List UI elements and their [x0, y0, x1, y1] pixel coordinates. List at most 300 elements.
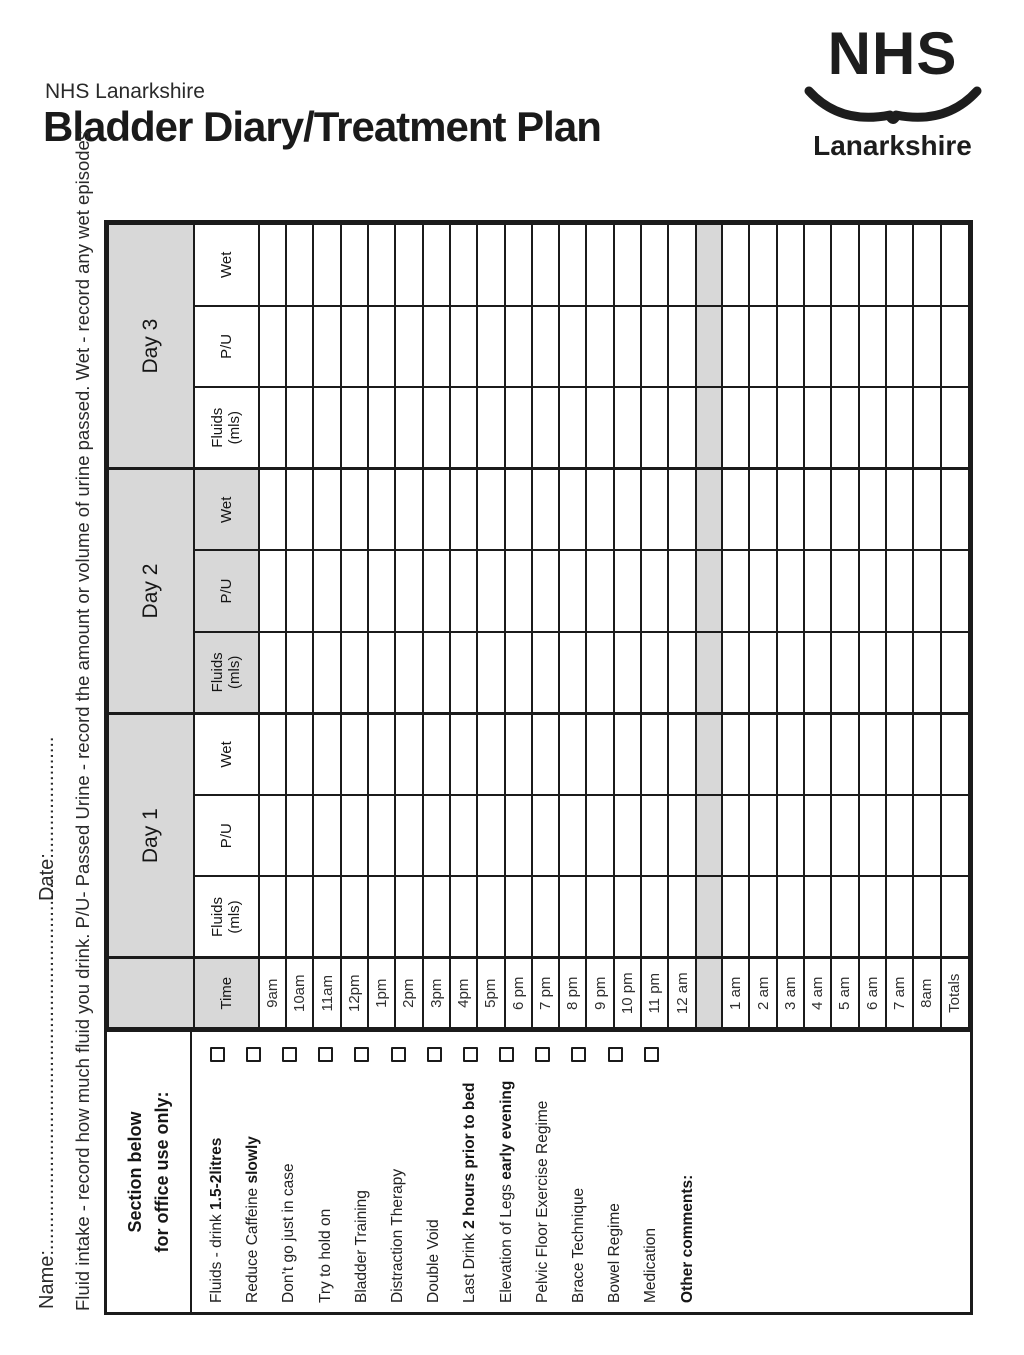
diary-cell: [859, 713, 886, 795]
diary-cell: [477, 224, 504, 306]
diary-cell: [641, 469, 668, 551]
diary-cell: [886, 713, 913, 795]
diary-cell: [859, 876, 886, 958]
diary-cell: [641, 387, 668, 469]
treatment-item-dont-go: [271, 1032, 307, 1312]
diary-cell: [859, 224, 886, 306]
page-title: Bladder Diary/Treatment Plan: [43, 103, 601, 150]
diary-cell: [395, 632, 422, 714]
day2-header: Day 2: [108, 469, 194, 714]
time-row-6am: 6 am: [859, 224, 886, 1028]
diary-cell: [286, 224, 313, 306]
day1-wet-header: Wet: [194, 713, 259, 795]
diary-cell: [368, 713, 395, 795]
diary-cell: [505, 469, 532, 551]
separator-cell: [696, 713, 722, 795]
diary-cell: [450, 713, 477, 795]
diary-cell: [532, 550, 559, 632]
diary-cell: [286, 306, 313, 388]
date-field[interactable]: Date:.....................: [36, 736, 58, 901]
diary-cell: [313, 306, 340, 388]
diary-cell: [749, 876, 776, 958]
checkbox-icon[interactable]: [535, 1047, 550, 1062]
diary-cell: [532, 876, 559, 958]
diary-cell: [886, 224, 913, 306]
day2-wet-header: Wet: [194, 469, 259, 551]
day3-fluids-header: Fluids (mls): [194, 387, 259, 469]
diary-cell: [913, 795, 940, 877]
diary-cell: [450, 876, 477, 958]
diary-cell: [259, 795, 286, 877]
diary-cell: [532, 469, 559, 551]
diary-cell: [941, 632, 969, 714]
diary-cell: [368, 387, 395, 469]
diary-cell: [477, 306, 504, 388]
checkbox-icon[interactable]: [427, 1047, 442, 1062]
diary-cell: [668, 306, 695, 388]
time-row-11pm: 11 pm: [641, 224, 668, 1028]
diary-cell: [341, 713, 368, 795]
diary-cell: [777, 224, 804, 306]
diary-cell: [368, 306, 395, 388]
day-header-row: [108, 224, 194, 1028]
diary-cell: [532, 632, 559, 714]
diary-cell: [559, 306, 586, 388]
checkbox-icon[interactable]: [246, 1047, 261, 1062]
diary-cell: [886, 550, 913, 632]
time-row-1am: 1 am: [722, 224, 749, 1028]
diary-cell: [668, 795, 695, 877]
diary-cell: [941, 224, 969, 306]
diary-cell: [804, 550, 831, 632]
office-header-line1: Section below: [125, 1111, 146, 1233]
diary-cell: [859, 795, 886, 877]
diary-cell: [614, 306, 641, 388]
time-row-3pm: 3pm: [423, 224, 450, 1028]
diary-cell: [614, 876, 641, 958]
diary-cell: [749, 469, 776, 551]
diary-cell: [749, 632, 776, 714]
treatment-item-distraction: [380, 1032, 416, 1312]
diary-cell: [313, 550, 340, 632]
time-row-2am: 2 am: [749, 224, 776, 1028]
diary-cell: [395, 306, 422, 388]
diary-cell: [586, 306, 613, 388]
diary-cell: [941, 876, 969, 958]
diary-cell: [777, 795, 804, 877]
diary-cell: [614, 550, 641, 632]
diary-cell: [368, 469, 395, 551]
diary-cell: [395, 387, 422, 469]
diary-cell: [450, 632, 477, 714]
diary-cell: [341, 306, 368, 388]
diary-cell: [259, 632, 286, 714]
diary-cell: [259, 387, 286, 469]
diary-cell: [259, 713, 286, 795]
diary-cell: [532, 713, 559, 795]
checkbox-icon[interactable]: [391, 1047, 406, 1062]
diary-cell: [259, 469, 286, 551]
diary-cell: [423, 387, 450, 469]
diary-cell: [559, 795, 586, 877]
separator-cell: [696, 876, 722, 958]
item-label: Don’t go just in case: [280, 1163, 298, 1303]
diary-cell: [477, 550, 504, 632]
diary-cell: [831, 713, 858, 795]
item-label: Try to hold on: [316, 1208, 334, 1303]
treatment-item-caffeine: [235, 1032, 271, 1312]
diary-cell: [831, 550, 858, 632]
diary-cell: [586, 387, 613, 469]
diary-cell: [586, 632, 613, 714]
day3-wet-header: Wet: [194, 224, 259, 306]
diary-cell: [450, 469, 477, 551]
diary-cell: [313, 387, 340, 469]
diary-cell: [749, 224, 776, 306]
treatment-item-fluids: [199, 1032, 235, 1312]
diary-cell: [749, 795, 776, 877]
checkbox-icon[interactable]: [318, 1047, 333, 1062]
diary-cell: [586, 469, 613, 551]
diary-cell: [804, 876, 831, 958]
treatment-item-double-void: [416, 1032, 452, 1312]
diary-cell: [777, 387, 804, 469]
time-column-header: Time: [194, 958, 259, 1028]
day1-fluids-header: Fluids (mls): [194, 876, 259, 958]
diary-cell: [777, 306, 804, 388]
bladder-diary-table: [107, 223, 970, 1029]
office-use-panel: [107, 1029, 970, 1312]
checkbox-icon[interactable]: [499, 1047, 514, 1062]
time-row-9am: 9am: [259, 224, 286, 1028]
treatment-item-last-drink: [452, 1032, 488, 1312]
diary-cell: [941, 795, 969, 877]
diary-cell: [586, 713, 613, 795]
diary-cell: [886, 876, 913, 958]
separator-cell: [696, 550, 722, 632]
diary-cell: [559, 387, 586, 469]
diary-cell: [423, 224, 450, 306]
diary-cell: [259, 224, 286, 306]
diary-cell: [559, 876, 586, 958]
diary-cell: [831, 795, 858, 877]
checkbox-icon[interactable]: [463, 1047, 478, 1062]
diary-cell: [722, 632, 749, 714]
diary-cell: [722, 224, 749, 306]
diary-cell: [341, 469, 368, 551]
diary-cell: [886, 632, 913, 714]
day2-fluids-header: Fluids (mls): [194, 632, 259, 714]
checkbox-icon[interactable]: [644, 1047, 659, 1062]
diary-cell: [668, 713, 695, 795]
diary-cell: [341, 632, 368, 714]
diary-cell: [913, 632, 940, 714]
diary-cell: [886, 469, 913, 551]
checkbox-icon[interactable]: [354, 1047, 369, 1062]
treatment-item-brace: [561, 1032, 597, 1312]
diary-cell: [505, 550, 532, 632]
diary-cell: [532, 224, 559, 306]
diary-cell: [722, 876, 749, 958]
time-row-4am: 4 am: [804, 224, 831, 1028]
diary-cell: [559, 632, 586, 714]
diary-cell: [886, 387, 913, 469]
diary-cell: [668, 387, 695, 469]
diary-cell: [804, 387, 831, 469]
diary-cell: [286, 469, 313, 551]
item-label: Distraction Therapy: [389, 1168, 407, 1303]
diary-cell: [505, 795, 532, 877]
diary-cell: [913, 713, 940, 795]
time-row-7pm: 7 pm: [532, 224, 559, 1028]
nhs-swoosh-icon: [804, 86, 982, 130]
item-label: Last Drink 2 hours prior to bed: [461, 1082, 479, 1303]
diary-cell: [804, 632, 831, 714]
diary-cell: [749, 306, 776, 388]
diary-cell: [777, 876, 804, 958]
name-date-line: [36, 736, 59, 1309]
diary-cell: [614, 224, 641, 306]
diary-cell: [614, 469, 641, 551]
diary-cell: [395, 224, 422, 306]
diary-cell: [777, 550, 804, 632]
night-separator-row: [696, 224, 722, 1028]
column-header-row: [194, 224, 259, 1028]
diary-cell: [777, 632, 804, 714]
item-label: Pelvic Floor Exercise Regime: [533, 1100, 551, 1303]
item-label: Reduce Caffeine slowly: [244, 1136, 262, 1303]
diary-cell: [586, 224, 613, 306]
item-label: Other comments:: [678, 1174, 696, 1303]
diary-cell: [450, 795, 477, 877]
diary-cell: [614, 632, 641, 714]
diary-cell: [859, 387, 886, 469]
diary-cell: [286, 387, 313, 469]
separator-cell: [696, 632, 722, 714]
totals-label: Totals: [941, 958, 969, 1028]
diary-cell: [941, 306, 969, 388]
diary-cell: [859, 550, 886, 632]
item-label: Medication: [642, 1228, 660, 1303]
item-label: Elevation of Legs early evening: [497, 1080, 515, 1303]
diary-cell: [722, 387, 749, 469]
day3-header: Day 3: [108, 224, 194, 469]
diary-cell: [641, 632, 668, 714]
diary-cell: [941, 469, 969, 551]
time-row-5am: 5 am: [831, 224, 858, 1028]
diary-cell: [532, 306, 559, 388]
diary-cell: [477, 713, 504, 795]
checkbox-icon[interactable]: [210, 1047, 225, 1062]
diary-cell: [286, 876, 313, 958]
time-row-1pm: 1pm: [368, 224, 395, 1028]
diary-cell: [505, 876, 532, 958]
diary-cell: [777, 713, 804, 795]
organisation-name: NHS Lanarkshire: [45, 80, 205, 103]
diary-cell: [477, 632, 504, 714]
checkbox-icon[interactable]: [608, 1047, 623, 1062]
diary-cell: [913, 550, 940, 632]
diary-cell: [614, 795, 641, 877]
diary-cell: [259, 876, 286, 958]
name-field[interactable]: Name:...................................................................: [36, 877, 58, 1309]
diary-cell: [831, 306, 858, 388]
diary-cell: [614, 387, 641, 469]
diary-cell: [450, 387, 477, 469]
diary-cell: [395, 795, 422, 877]
diary-cell: [423, 550, 450, 632]
diary-cell: [313, 224, 340, 306]
diary-cell: [341, 550, 368, 632]
diary-cell: [286, 795, 313, 877]
diary-cell: [313, 795, 340, 877]
treatment-item-bowel: [597, 1032, 633, 1312]
office-use-header: [107, 1032, 192, 1312]
time-row-8am: 8am: [913, 224, 940, 1028]
time-row-5pm: 5pm: [477, 224, 504, 1028]
diary-cell: [831, 224, 858, 306]
time-row-10am: 10am: [286, 224, 313, 1028]
diary-cell: [804, 306, 831, 388]
diary-cell: [831, 632, 858, 714]
diary-cell: [395, 550, 422, 632]
instructions-text: Fluid intake - record how much fluid you drink. P/U- Passed Urine - record the amount or volume of urine passed. Wet - record any wet episodes: [72, 130, 93, 1311]
diary-cell: [722, 306, 749, 388]
diary-cell: [668, 469, 695, 551]
diary-cell: [505, 387, 532, 469]
time-row-12am: 12 am: [668, 224, 695, 1028]
day1-pu-header: P/U: [194, 795, 259, 877]
diary-cell: [341, 224, 368, 306]
treatment-item-pelvic-floor: [525, 1032, 561, 1312]
time-row-7am: 7 am: [886, 224, 913, 1028]
diary-cell: [749, 713, 776, 795]
diary-cell: [505, 713, 532, 795]
diary-cell: [286, 713, 313, 795]
diary-cell: [286, 550, 313, 632]
time-row-6pm: 6 pm: [505, 224, 532, 1028]
diary-cell: [423, 713, 450, 795]
diary-cell: [313, 469, 340, 551]
time-row-8pm: 8 pm: [559, 224, 586, 1028]
diary-cell: [614, 713, 641, 795]
diary-cell: [777, 469, 804, 551]
diary-cell: [722, 795, 749, 877]
diary-cell: [559, 224, 586, 306]
treatment-item-bladder-training: [344, 1032, 380, 1312]
treatment-item-leg-elevation: [489, 1032, 525, 1312]
diary-cell: [559, 713, 586, 795]
diary-cell: [368, 632, 395, 714]
diary-cell: [559, 550, 586, 632]
diary-cell: [450, 550, 477, 632]
diary-cell: [586, 550, 613, 632]
diary-cell: [395, 713, 422, 795]
diary-cell: [586, 876, 613, 958]
diary-cell: [423, 876, 450, 958]
diary-cell: [641, 306, 668, 388]
diary-cell: [804, 224, 831, 306]
separator-cell: [696, 387, 722, 469]
diary-cell: [804, 469, 831, 551]
diary-cell: [886, 306, 913, 388]
diary-cell: [749, 387, 776, 469]
diary-cell: [941, 713, 969, 795]
item-label: Bowel Regime: [606, 1203, 624, 1303]
diary-cell: [668, 632, 695, 714]
diary-cell: [913, 876, 940, 958]
day2-pu-header: P/U: [194, 550, 259, 632]
item-label: Double Void: [425, 1219, 443, 1303]
diary-cell: [722, 713, 749, 795]
diary-cell: [368, 795, 395, 877]
diary-cell: [913, 306, 940, 388]
diary-cell: [831, 876, 858, 958]
separator-cell: [696, 469, 722, 551]
diary-cell: [722, 550, 749, 632]
diary-cell: [313, 876, 340, 958]
diary-cell: [804, 795, 831, 877]
separator-cell: [696, 306, 722, 388]
diary-cell: [804, 713, 831, 795]
item-label: Brace Technique: [569, 1187, 587, 1303]
separator-cell: [696, 224, 722, 306]
diary-cell: [641, 550, 668, 632]
diary-cell: [477, 469, 504, 551]
diary-cell: [886, 795, 913, 877]
diary-cell: [913, 387, 940, 469]
diary-cell: [641, 795, 668, 877]
diary-cell: [722, 469, 749, 551]
diary-cell: [668, 876, 695, 958]
corner-cell: [108, 958, 194, 1028]
diary-cell: [423, 795, 450, 877]
nhs-lanarkshire-logo: [795, 20, 990, 162]
diary-cell: [450, 224, 477, 306]
diary-cell: [286, 632, 313, 714]
diary-cell: [831, 387, 858, 469]
diary-cell: [368, 550, 395, 632]
diary-cell: [859, 469, 886, 551]
time-row-10pm: 10 pm: [614, 224, 641, 1028]
diary-cell: [341, 795, 368, 877]
diary-cell: [859, 306, 886, 388]
diary-cell: [395, 876, 422, 958]
diary-cell: [477, 795, 504, 877]
diary-cell: [532, 795, 559, 877]
diary-cell: [859, 632, 886, 714]
diary-cell: [477, 387, 504, 469]
diary-cell: [423, 306, 450, 388]
diary-cell: [668, 224, 695, 306]
item-label: Fluids - drink 1.5-2litres: [208, 1137, 226, 1303]
other-comments-label: [669, 1032, 705, 1312]
diary-cell: [313, 713, 340, 795]
diary-cell: [368, 876, 395, 958]
diary-cell: [913, 469, 940, 551]
diary-cell: [423, 632, 450, 714]
diary-cell: [505, 632, 532, 714]
diary-cell: [395, 469, 422, 551]
time-row-9pm: 9 pm: [586, 224, 613, 1028]
diary-cell: [641, 224, 668, 306]
checkbox-icon[interactable]: [571, 1047, 586, 1062]
checkbox-icon[interactable]: [282, 1047, 297, 1062]
diary-cell: [641, 713, 668, 795]
diary-cell: [259, 550, 286, 632]
nhs-logo-text: NHS: [827, 20, 958, 87]
diary-cell: [505, 306, 532, 388]
